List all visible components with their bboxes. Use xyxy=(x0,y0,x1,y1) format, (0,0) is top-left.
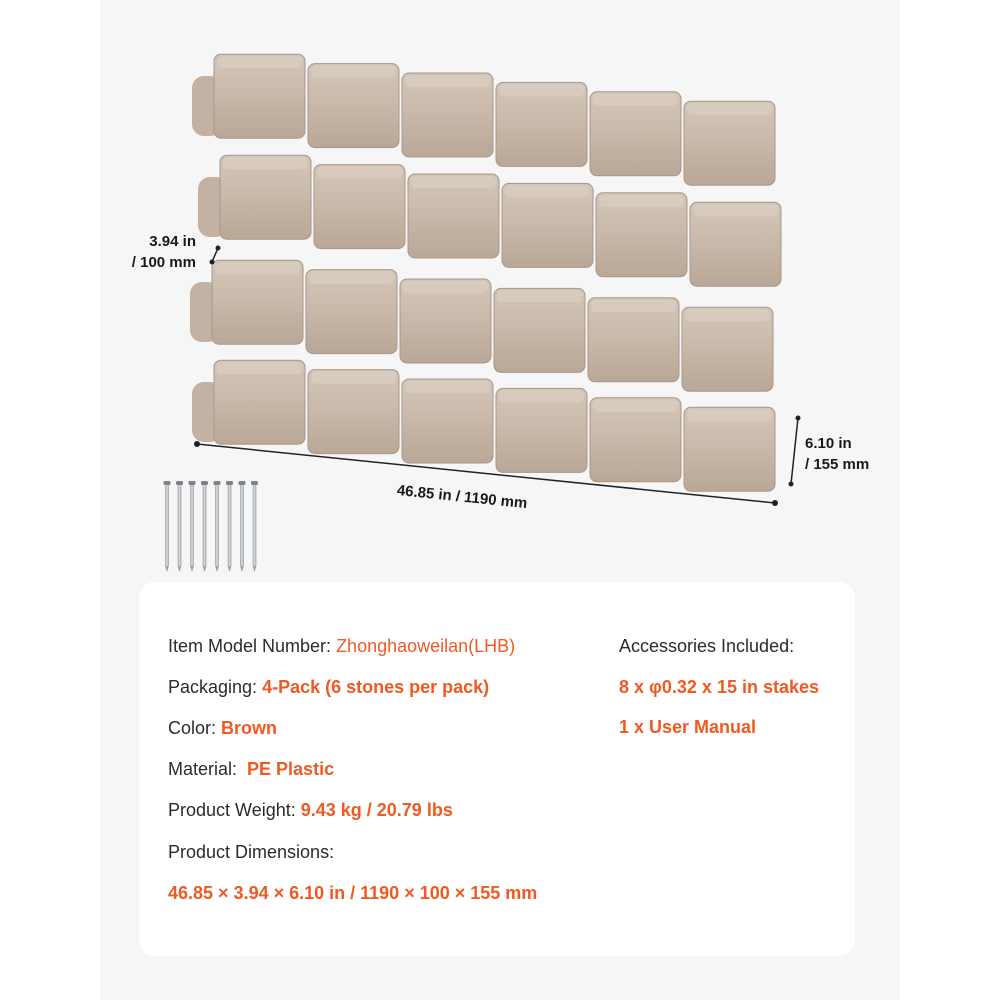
spec-dimensions-label: Product Dimensions: xyxy=(168,842,335,862)
stone-block-highlight xyxy=(693,204,778,216)
stake-shaft xyxy=(165,484,169,566)
stone-block-highlight xyxy=(311,66,396,78)
spec-material-value: PE Plastic xyxy=(247,759,335,779)
stone-block-highlight xyxy=(309,272,394,284)
stone-block-highlight xyxy=(593,400,678,412)
stone-block-highlight xyxy=(403,281,488,293)
spec-weight-label: Product Weight: xyxy=(168,800,301,820)
ground-stake xyxy=(239,481,246,572)
stake-head xyxy=(164,481,171,485)
spec-material-label: Material: xyxy=(168,759,248,779)
stone-block-highlight xyxy=(591,300,676,312)
depth-dimension-unit: / 155 mm xyxy=(805,456,870,473)
spec-color-value: Brown xyxy=(221,718,278,738)
spec-color-label: Color: xyxy=(168,718,222,738)
spec-packaging-value: 4-Pack (6 stones per pack) xyxy=(262,677,490,697)
stake-tip xyxy=(215,566,219,572)
stake-tip xyxy=(228,566,232,572)
stake-tip xyxy=(165,566,169,572)
spec-dimensions-value: 46.85 × 3.94 × 6.10 in / 1190 × 100 × 155 mm xyxy=(168,883,538,903)
stake-shaft xyxy=(178,484,182,566)
accessory-stakes: 8 x φ0.32 x 15 in stakes xyxy=(619,677,820,697)
stone-block-highlight xyxy=(405,75,490,87)
stake-shaft xyxy=(228,484,232,566)
stone-edging-rows xyxy=(190,54,781,491)
stake-shaft xyxy=(190,484,194,566)
ground-stake xyxy=(164,481,171,572)
spec-model xyxy=(168,634,515,658)
depth-dimension-value: 6.10 in xyxy=(805,435,852,452)
stone-block-highlight xyxy=(499,390,584,402)
ground-stake xyxy=(226,481,233,572)
ground-stake xyxy=(214,481,221,572)
spec-weight xyxy=(168,798,453,822)
stake-head xyxy=(189,481,196,485)
ground-stake xyxy=(251,481,258,572)
length-dimension-label: 46.85 in / 1190 mm xyxy=(396,481,529,513)
spec-model-value: Zhonghaoweilan(LHB) xyxy=(336,636,516,656)
ground-stake xyxy=(176,481,183,572)
accessories-title: Accessories Included: xyxy=(619,636,795,656)
height-dimension-label xyxy=(131,231,196,273)
stone-block-highlight xyxy=(593,94,678,106)
stake-head xyxy=(176,481,183,485)
stone-block-highlight xyxy=(411,176,496,188)
stake-shaft xyxy=(240,484,244,566)
stone-block-highlight xyxy=(405,381,490,393)
stake-tip xyxy=(203,566,207,572)
stake-head xyxy=(239,481,246,485)
spec-packaging-label: Packaging: xyxy=(168,677,263,697)
spec-card xyxy=(139,582,855,956)
stone-block-highlight xyxy=(311,372,396,384)
stone-block-highlight xyxy=(499,84,584,96)
stone-block-highlight xyxy=(687,409,772,421)
height-dimension-unit: / 100 mm xyxy=(131,254,196,271)
stone-block-highlight xyxy=(497,290,582,302)
depth-dimension-label xyxy=(805,433,869,475)
stone-block-highlight xyxy=(217,56,302,68)
stake-tip xyxy=(253,566,257,572)
stone-block-highlight xyxy=(217,362,302,374)
ground-stake xyxy=(201,481,208,572)
stake-head xyxy=(251,481,258,485)
ground-stake xyxy=(189,481,196,572)
stake-head xyxy=(214,481,221,485)
spec-packaging xyxy=(168,675,489,699)
height-dimension-value: 3.94 in xyxy=(149,233,196,250)
stone-block-highlight xyxy=(223,157,308,169)
spec-model-label: Item Model Number: xyxy=(168,636,337,656)
stake-shaft xyxy=(203,484,207,566)
spec-color xyxy=(168,716,277,740)
accessory-user-manual: 1 x User Manual xyxy=(619,717,757,737)
stone-block-highlight xyxy=(505,185,590,197)
stone-block-highlight xyxy=(215,262,300,274)
ground-stakes xyxy=(164,481,259,572)
spec-weight-value: 9.43 kg / 20.79 lbs xyxy=(300,800,453,820)
stone-block-highlight xyxy=(317,167,402,179)
stake-head xyxy=(201,481,208,485)
stone-block-highlight xyxy=(599,195,684,207)
stake-tip xyxy=(190,566,194,572)
stone-block-highlight xyxy=(685,309,770,321)
stake-head xyxy=(226,481,233,485)
spec-material xyxy=(168,757,334,781)
stake-tip xyxy=(240,566,244,572)
stone-block-highlight xyxy=(687,103,772,115)
stake-tip xyxy=(178,566,182,572)
stake-shaft xyxy=(215,484,219,566)
stake-shaft xyxy=(253,484,257,566)
